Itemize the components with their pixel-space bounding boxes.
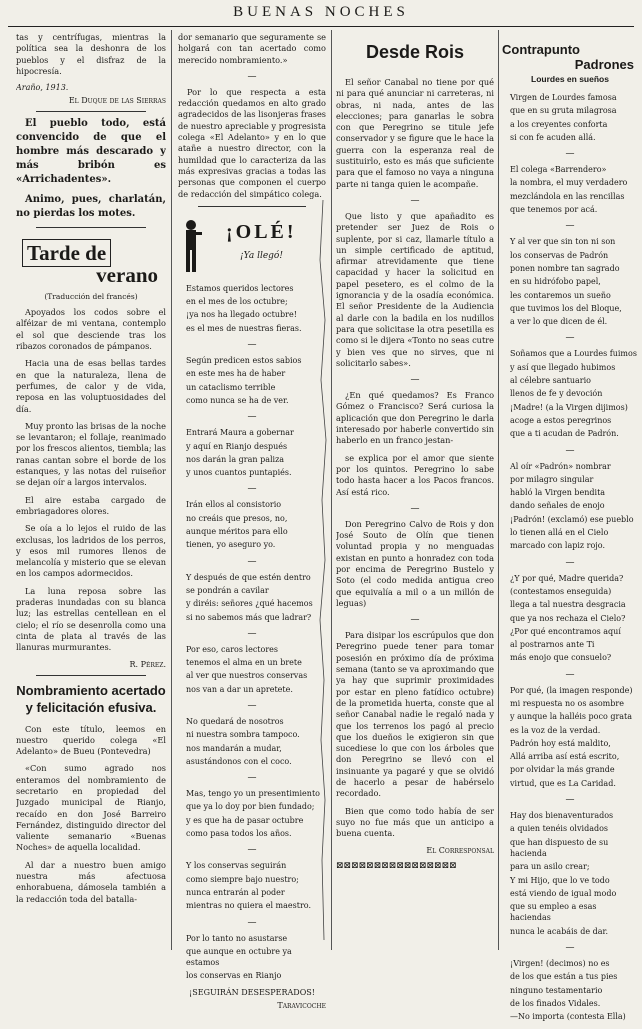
column-divider (171, 30, 172, 950)
verse-line: como siempre bajo nuestro; (186, 874, 299, 884)
separator-dash: — (565, 669, 575, 680)
verse-line: virtud, que es La Caridad. (510, 778, 616, 788)
poem-title: ¡OLÉ! (226, 220, 297, 243)
separator-dash: — (565, 333, 575, 344)
stanza (502, 461, 638, 552)
verse-line: de los finados Vidales. (510, 998, 601, 1008)
separator-dash: — (565, 149, 575, 160)
verse-line: los conservas de Padrón (510, 250, 609, 260)
verse-line: y así que llegado hubimos (510, 362, 616, 372)
separator-rule (198, 206, 306, 207)
verse-line: si no sabemos más que ladrar? (186, 612, 312, 622)
article-subtitle: (Traducción del francés) (44, 292, 138, 302)
column-divider (498, 30, 499, 950)
verse-line: que aunque en octubre ya estamos (186, 946, 292, 968)
verse-line: Por qué, (la imagen responde) (510, 685, 633, 695)
article-text: El pueblo todo, está convencido de que el hombre más descarado y más bribón es «Arrichadentes». (16, 118, 166, 186)
article-paragraph: «Con sumo agrado nos enteramos del nombramiento de secretario en propiedad del Juzgado municipal de Rianjo, recaído en don José Barreiro Fernández, distinguido director del valiente semanario «Buenas Noches» de aquella localidad. (16, 763, 166, 853)
verse-line: a los creyentes conforta (510, 119, 608, 129)
separator-dash: — (247, 340, 257, 351)
verse-line: lo tienen allá en el Cielo (510, 528, 609, 538)
article-paragraph: El aire estaba cargado de embriagadores olores. (16, 494, 166, 516)
signature: R. Pérez. (129, 659, 166, 669)
verse-line: Al oír «Padrón» nombrar (510, 461, 611, 471)
separator-dash: — (247, 628, 257, 639)
stanza (178, 499, 326, 550)
verse-line: acoge a estos peregrinos (510, 415, 612, 425)
article-paragraph: Se oía a lo lejos el ruido de las exclusas, los ladridos de los perros, y esos mil rumores llenos de melancolía y misterio que se elevan en los campos adormecidos. (16, 523, 166, 579)
verse-line: Allá arriba así está escrito, (510, 752, 620, 762)
verse-line: que ya lo doy por bien fundado; (186, 802, 315, 812)
verse-line: ¿Por qué encontramos aquí (510, 626, 621, 636)
article-paragraph: dor semanario que seguramente se holgará con tan acertado como merecido nombramiento.» (178, 32, 326, 65)
verse-line: nos van a dar un apretete. (186, 684, 293, 694)
article-paragraph: Bien que como todo había de ser suyo no fue más que un anticipo a buena cuenta. (336, 805, 494, 839)
verse-line: marcado con lapiz rojo. (510, 541, 606, 551)
stanza (178, 716, 326, 767)
stanza (502, 810, 638, 937)
figure-silhouette-icon (180, 219, 202, 273)
verse-line: como nunca se ha de ver. (186, 395, 289, 405)
separator-dash: — (565, 943, 575, 954)
verse-line: por milagro singular (510, 474, 594, 484)
separator-dash: — (247, 71, 257, 82)
stanza (502, 573, 638, 664)
verse-line: tienen, yo aseguro yo. (186, 540, 276, 550)
article-paragraph: El señor Canabal no tiene por qué ni para qué anunciar ni carreteras, ni obras, ni nada, antes de las elecciones; para ganarlas le sobra con que Peregrino se titule jefe conservador y se figure que le hace la guerra con la esperanza real de sustituirlo, esto es más que suficiente para que el famoso no vaya a ninguna parte ni tanga quien le acompañe. (336, 77, 494, 189)
verse-line: al postrarnos ante Ti (510, 640, 595, 650)
article-text: Animo, pues, charlatán, no pierdas los motes. (16, 194, 166, 220)
decorative-border: ⊠⊠⊠⊠⊠⊠⊠⊠⊠⊠⊠⊠⊠⊠⊠⊠ (336, 860, 457, 871)
verse-line: la nombra, el muy verdadero (510, 178, 628, 188)
verse-line: Y los conservas seguirán (186, 861, 287, 871)
verse-line: mezclándola en las rencillas (510, 191, 625, 201)
article-title: Contrapunto (502, 42, 580, 57)
poem-body (502, 92, 638, 1023)
article-text: tas y centrífugas, mientras la política sea la deshonra de los pueblos y el disfraz de la hipocresía. (16, 32, 166, 76)
poem-closing: ¡SEGUIRÁN DESESPERADOS! (189, 987, 315, 997)
stanza (178, 572, 326, 623)
verse-line: nunca entrarán al poder (186, 887, 285, 897)
stanza (178, 644, 326, 695)
verse-line: que tenemos por acá. (510, 205, 598, 215)
verse-line: está viendo de igual modo (510, 888, 617, 898)
separator-dash: — (247, 917, 257, 928)
verse-line: y es que ha de pasar octubre (186, 815, 304, 825)
verse-line: El colega «Barrendero» (510, 165, 607, 175)
verse-line: Por eso, caros lectores (186, 644, 278, 654)
separator-rule (36, 227, 146, 228)
verse-line: por olvidar la más grande (510, 765, 615, 775)
stanza (502, 958, 638, 1022)
verse-line: No quedará de nosotros (186, 716, 284, 726)
verse-line: Y mi Hijo, que lo ve todo (510, 875, 610, 885)
verse-line: como pasa todos los años. (186, 829, 292, 839)
verse-line: ponen nombre tan sagrado (510, 263, 620, 273)
article-paragraph: ¿En qué quedamos? Es Franco Gómez o Francisco? Será curiosa la aplicación que don Peregrino le darla interesado por haberle convertido sin haberlo en un franco jestan- (336, 390, 494, 446)
separator-dash: — (410, 195, 420, 206)
separator-rule (36, 111, 146, 112)
verse-line: que a ti acudan de Padrón. (510, 429, 619, 439)
stanza (502, 92, 638, 143)
verse-line: al ver que nuestros conservas (186, 671, 308, 681)
verse-line: Padrón hoy está maldito, (510, 738, 611, 748)
verse-line: que su empleo a esas haciendas (510, 902, 597, 923)
verse-line: Soñamos que a Lourdes fuimos (510, 349, 637, 359)
article-paragraph: Apoyados los codos sobre el alféizar de mi ventana, contemplo el sol que desciende tras los ribazos coronados de pámpanos. (16, 307, 166, 352)
verse-line: llega a tal nuestra desgracia (510, 600, 626, 610)
verse-line: (contestamos enseguida) (510, 586, 612, 596)
verse-line: nunca le acabáis de dar. (510, 926, 608, 936)
verse-line: y aunque la halléis poco grata (510, 712, 633, 722)
verse-line: un cataclismo terrible (186, 382, 276, 392)
place-date: Araño, 1913. (16, 83, 69, 93)
verse-line: aunque méritos para ello (186, 527, 288, 537)
verse-line: Y al ver que sin ton ni son (510, 237, 616, 247)
verse-line: que ya nos rechaza el Cielo? (510, 613, 626, 623)
column-3 (336, 32, 494, 877)
separator-dash: — (247, 412, 257, 423)
verse-line: es la voz de la verdad. (510, 725, 601, 735)
separator-dash: — (410, 375, 420, 386)
article-paragraph: Hacia una de esas bellas tardes en que la naturaleza, llena de perfumes, de calor y de vida, reposa en las voluptuosidades del día. (16, 358, 166, 414)
verse-line: nos darán la gran paliza (186, 454, 285, 464)
stanza (178, 860, 326, 911)
stanza (502, 236, 638, 327)
verse-line: y unos cuantos puntapiés. (186, 468, 292, 478)
verse-line: de los que están a tus pies (510, 972, 618, 982)
stanza (178, 427, 326, 478)
separator-rule (36, 675, 146, 676)
verse-line: Por lo tanto no asustarse (186, 933, 288, 943)
article-paragraph: Con este título, leemos en nuestro querido colega «El Adelanto» de Bueu (Pontevedra) (16, 723, 166, 757)
stanza (178, 283, 326, 334)
article-title: Nombramiento acertado y felicitación efusiva. (16, 682, 166, 715)
verse-line: para un asilo crear; (510, 862, 590, 872)
verse-line: si con fe acuden allá. (510, 132, 596, 142)
verse-line: ninguno testamentario (510, 985, 603, 995)
verse-line: ni nuestra sombra tampoco. (186, 730, 300, 740)
column-divider (331, 30, 332, 950)
verse-line: en el mes de los octubre; (186, 297, 288, 307)
verse-line: que en su gruta milagrosa (510, 106, 617, 116)
verse-line: los conservas en Rianjo (186, 971, 282, 981)
verse-line: Mas, tengo yo un presentimiento (186, 789, 320, 799)
verse-line: que han dispuesto de su hacienda (510, 837, 609, 858)
verse-line: asustándonos con el coco. (186, 756, 292, 766)
article-title: verano (96, 263, 158, 288)
verse-line: dando señales de enojo (510, 501, 605, 511)
verse-line: ¡ya nos ha llegado octubre! (186, 310, 297, 320)
verse-line: a quien tenéis olvidados (510, 824, 609, 834)
verse-line: a ver lo que dicen de él. (510, 317, 608, 327)
separator-dash: — (247, 484, 257, 495)
separator-dash: — (565, 557, 575, 568)
separator-dash: — (247, 845, 257, 856)
stanza (178, 933, 326, 982)
article-paragraph: Que listo y que apañadito es pretender ser Juez de Rois o suplente, por si caz, llamarle título a un simple certificado de aptitud, afirmar atrevidamente que tiene capacidad y hacer la solicitud en papel pesetero, es el colmo de la ignorancia y de la osadía económica. El señor Presidente de la Audiencia al darle con la badila en los nudillos para que solicitase la otra pesetilla es como si le dijera «Tonto no seas cutre y bien ves que no sirves, que ni solicitarlo sabes». (336, 210, 494, 368)
verse-line: mientras no quiera el maestro. (186, 901, 311, 911)
verse-line: en su hidrófobo papel, (510, 277, 601, 287)
article-paragraph: La luna reposa sobre las praderas inundadas con su blanca luz; las estrellas centellean en el cielo; el río se desenrolla como una cinta de plata al través de las llanuras murmurantes. (16, 585, 166, 653)
verse-line: mi respuesta no os asombre (510, 698, 624, 708)
masthead-title: BUENAS NOCHES (233, 4, 409, 20)
verse-line: Estamos queridos lectores (186, 283, 294, 293)
verse-line: tenemos el alma en un brete (186, 658, 302, 668)
verse-line: —No importa (contesta Ella) (510, 1012, 626, 1022)
separator-dash: — (565, 445, 575, 456)
verse-line: no creáis que presos, no, (186, 513, 288, 523)
verse-line: ¡Virgen! (decimos) no es (510, 959, 610, 969)
separator-dash: — (410, 615, 420, 626)
poem-subtitle: ¡Ya llegó! (240, 250, 283, 261)
verse-line: llenos de fe y devoción (510, 389, 603, 399)
article-paragraph: Muy pronto las brisas de la noche se levantaron; el follaje, reanimado por los frescos alientos, tiembla; las ranas cantan sobre el borde de los estanques, y las notas del ruiseñor se dejan oír a largos intervalos. (16, 420, 166, 488)
verse-line: en este mes ha de haber (186, 369, 286, 379)
verse-line: Irán ellos al consistorio (186, 500, 282, 510)
paper-tear (318, 200, 328, 940)
article-paragraph: Don Peregrino Calvo de Rois y don José Souto de Olín que tienen voluntad propia y no menguadas existan en punto a honradez con toda por encima de Peregrino Bustelo y Soto (el codo medida antigua creo que equivalía a mil o a un millón de leguas) (336, 518, 494, 608)
article-title: Padrones (574, 57, 634, 72)
verse-line: Virgen de Lourdes famosa (510, 93, 617, 102)
article-paragraph: Al dar a nuestro buen amigo nuestra más afectuosa enhorabuena, dámosela también a la redacción toda del batalla- (16, 859, 166, 904)
stanza (502, 348, 638, 439)
masthead-rule (8, 26, 634, 27)
stanza (502, 164, 638, 215)
separator-dash: — (565, 221, 575, 232)
verse-line: habló la Virgen bendita (510, 488, 606, 498)
poem-body (178, 283, 326, 982)
verse-line: ¡Padrón! (exclamó) ese pueblo (510, 514, 634, 524)
verse-line: más enojo que consuelo? (510, 653, 612, 663)
stanza (178, 788, 326, 839)
separator-dash: — (247, 773, 257, 784)
verse-line: al célebre santuario (510, 376, 591, 386)
verse-line: y aquí en Rianjo después (186, 441, 288, 451)
separator-dash: — (565, 795, 575, 806)
article-subtitle: Lourdes en sueños (531, 74, 609, 84)
signature: El Duque de las Sierras (68, 96, 166, 106)
signature: Taravicoche (277, 1000, 326, 1010)
signature: El Corresponsal (426, 845, 494, 855)
verse-line: Entrará Maura a gobernar (186, 428, 294, 438)
verse-line: es el mes de nuestras fieras. (186, 323, 302, 333)
verse-line: les contaremos un sueño (510, 290, 611, 300)
article-title: Tarde de (22, 239, 111, 267)
ole-heading (178, 217, 326, 275)
verse-line: que tuvimos los del Bloque, (510, 303, 622, 313)
column-1 (16, 32, 166, 911)
verse-line: nos mandarán a mudar, (186, 743, 282, 753)
verse-line: ¡Madre! (a la Virgen dijimos) (510, 402, 628, 412)
article-paragraph: se explica por el amor que siente por los quintos. Peregrino lo sabe todo hasta hacer a los Pacos francos. Así está rico. (336, 452, 494, 497)
separator-dash: — (247, 700, 257, 711)
stanza (178, 355, 326, 406)
separator-dash: — (247, 556, 257, 567)
column-4 (502, 32, 638, 1029)
article-paragraph: Para disipar los escrúpulos que don Peregrino puede tener para tomar posesión en próximo día de próxima semana (tanto se va aproximando que ya hay que suprimir proximidades por estar en pleno fatídico octubre) de la prometida huerta, conste que al señor Canabal nadie le regaló nada y que los terrenos los pagó al precio que los dueños le exigieron sin que sucediese lo que con los árboles que don Peregrino se llevó con el insinuante ya pagaré y que se olvidó de hacerlo a pesar de habérselo recordado. (336, 630, 494, 799)
verse-line: Y después de que estén dentro (186, 572, 311, 582)
stanza (502, 685, 638, 789)
verse-line: Hay dos bienaventurados (510, 811, 614, 821)
verse-line: Según predicen estos sabios (186, 356, 302, 366)
verse-line: y diréis: señores ¿qué hacemos (186, 599, 313, 609)
article-title: Desde Rois (365, 42, 465, 62)
column-2 (178, 32, 326, 1016)
verse-line: ¿Y por qué, Madre querida? (510, 573, 624, 583)
separator-dash: — (410, 503, 420, 514)
article-paragraph: Por lo que respecta a esta redacción quedamos en alto grado agradecidos de las lisonjeras frases de nuestro apreciable y progresista colega «El Adelanto» y en lo que atañe a nuestro director, con la humildad que lo caracteriza da las más expresivas gracias a todas las personas que componen el cuerpo de redacción del simpático colega. (178, 86, 326, 199)
verse-line: se pondrán a cavilar (186, 585, 269, 595)
